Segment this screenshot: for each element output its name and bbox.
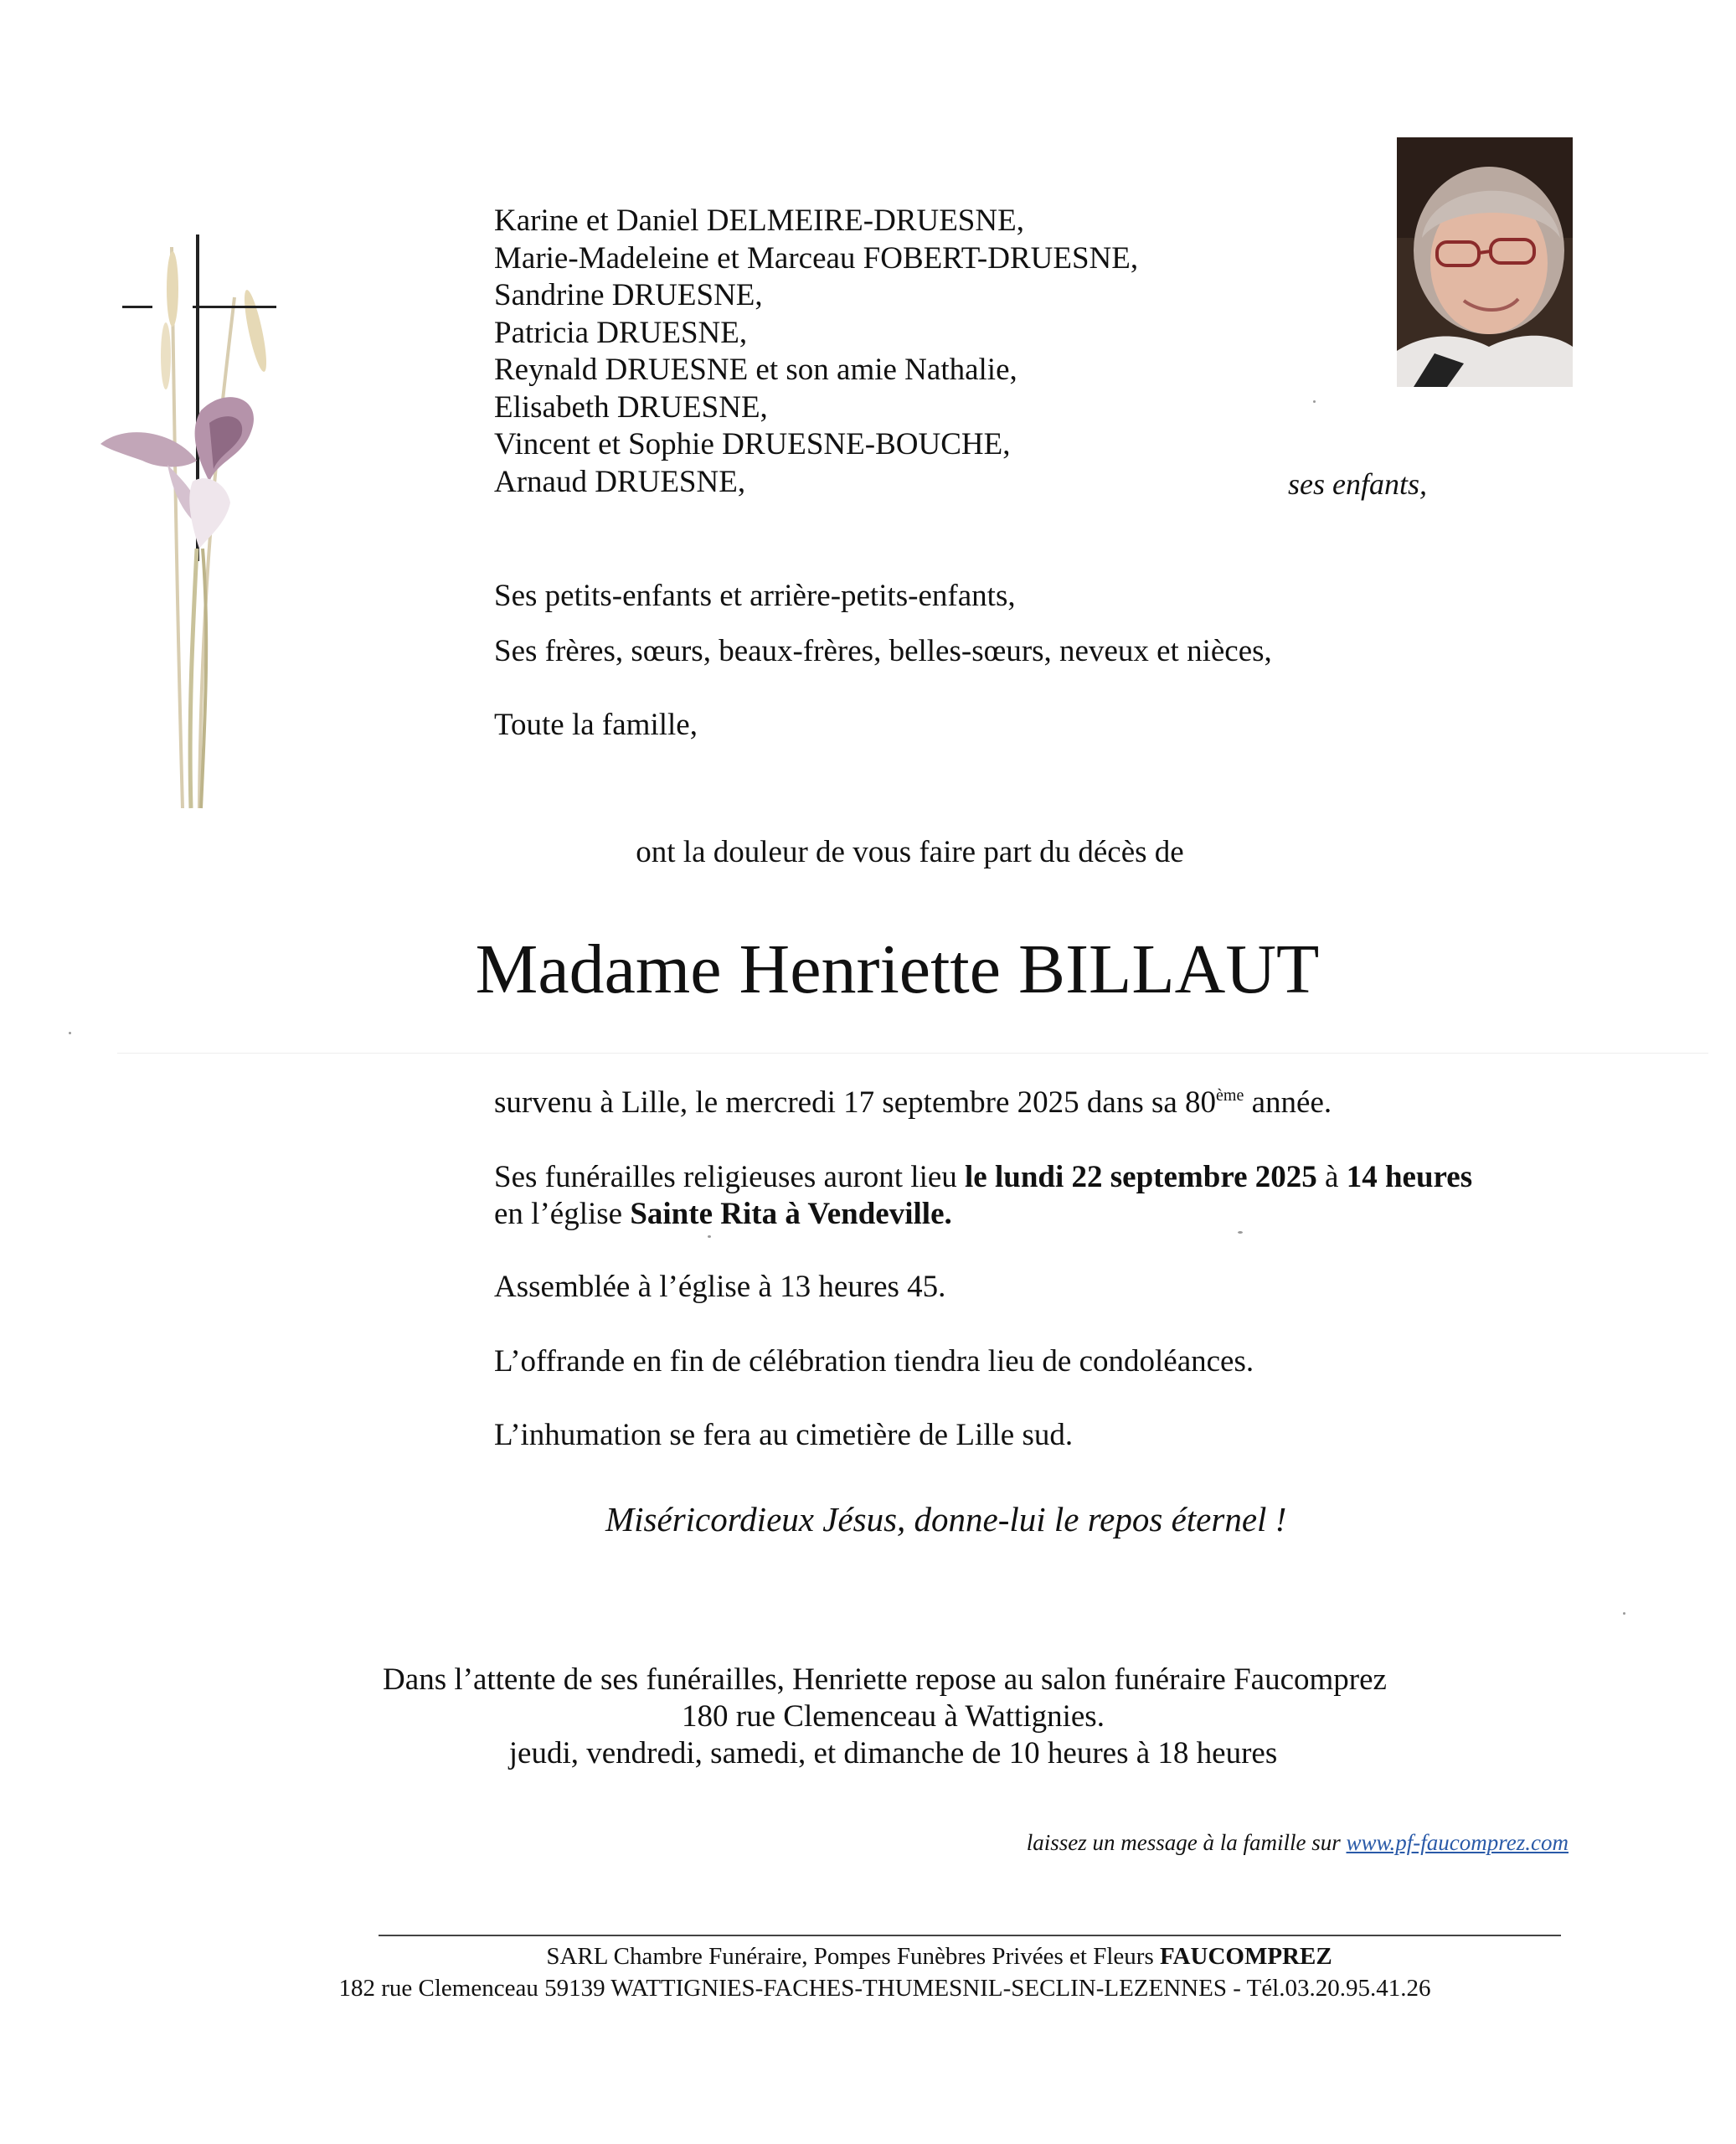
family-member-line: Sandrine DRUESNE, [494,278,763,312]
family-member-line: Elisabeth DRUESNE, [494,389,768,425]
scan-speck [1238,1231,1243,1234]
footer-divider [379,1935,1561,1936]
church-name: Sainte Rita à Vendeville. [630,1197,952,1231]
church-prefix: en l’église [494,1197,631,1231]
vigil-line: Dans l’attente de ses funérailles, Henriette repose au salon funéraire Faucomprez [383,1662,1387,1697]
deceased-name-heading: Madame Henriette BILLAUT [475,930,1320,1008]
footer-company [0,1941,1736,1971]
prayer-line: Miséricordieux Jésus, donne-lui le repos éternel ! [605,1500,1287,1538]
family-children-list [494,203,1138,501]
message-invitation [1027,1830,1569,1856]
funeral-intro: Ses funérailles religieuses auront lieu [494,1160,966,1194]
announcement-line: ont la douleur de vous faire part du décès de [636,835,1184,869]
grandchildren-line: Ses petits-enfants et arrière-petits-enfants, [494,579,1016,613]
portrait-photo [1397,137,1573,387]
ordinal-superscript: ème [1216,1086,1244,1105]
offering-line: L’offrande en fin de célébration tiendra lieu de condoléances. [494,1344,1254,1379]
whole-family-line: Toute la famille, [494,708,698,742]
funeral-details [494,1159,1472,1196]
message-text: laissez un message à la famille sur [1026,1830,1347,1855]
footer-company-text: SARL Chambre Funéraire, Pompes Funèbres Privées et Fleurs [546,1943,1160,1970]
death-text-end: année. [1244,1085,1332,1120]
vigil-address: 180 rue Clemenceau à Wattignies. [682,1699,1105,1734]
family-member-line: Reynald DRUESNE et son amie Nathalie, [494,353,1017,387]
funeral-time: 14 heures [1346,1160,1473,1194]
faint-divider [117,1053,1708,1054]
assembly-line: Assemblée à l’église à 13 heures 45. [494,1270,946,1304]
footer-address: 182 rue Clemenceau 59139 WATTIGNIES-FACHES-THUMESNIL-SECLIN-LEZENNES - Tél.03.20.95.41.26 [338,1975,1431,2002]
footer-company-name: FAUCOMPREZ [1160,1943,1332,1970]
funeral-connector: à [1316,1160,1347,1194]
death-text: survenu à Lille, le mercredi 17 septembre 2025 dans sa 80 [494,1085,1217,1120]
scan-speck [69,1032,71,1034]
scan-speck [1623,1612,1625,1615]
siblings-line: Ses frères, sœurs, beaux-frères, belles-sœurs, neveux et nièces, [494,634,1272,668]
family-member-line: Arnaud DRUESNE, [494,464,746,499]
burial-line: L’inhumation se fera au cimetière de Lille sud. [494,1418,1074,1452]
funeral-church [494,1196,952,1233]
children-label: ses enfants, [1288,467,1427,501]
website-link[interactable]: www.pf-faucomprez.com [1346,1830,1569,1855]
scan-speck [708,1235,711,1238]
death-details [494,1085,1332,1121]
family-member-line: Patricia DRUESNE, [494,315,748,350]
scan-speck [1313,400,1316,403]
cross-lily-decoration [92,230,310,817]
family-member-line: Vincent et Sophie DRUESNE-BOUCHE, [494,427,1011,461]
family-member-line: Karine et Daniel DELMEIRE-DRUESNE, [494,204,1024,238]
family-member-line: Marie-Madeleine et Marceau FOBERT-DRUESNE, [494,240,1139,276]
funeral-date: le lundi 22 septembre 2025 [965,1160,1317,1194]
vigil-hours: jeudi, vendredi, samedi, et dimanche de 10 heures à 18 heures [508,1736,1278,1770]
